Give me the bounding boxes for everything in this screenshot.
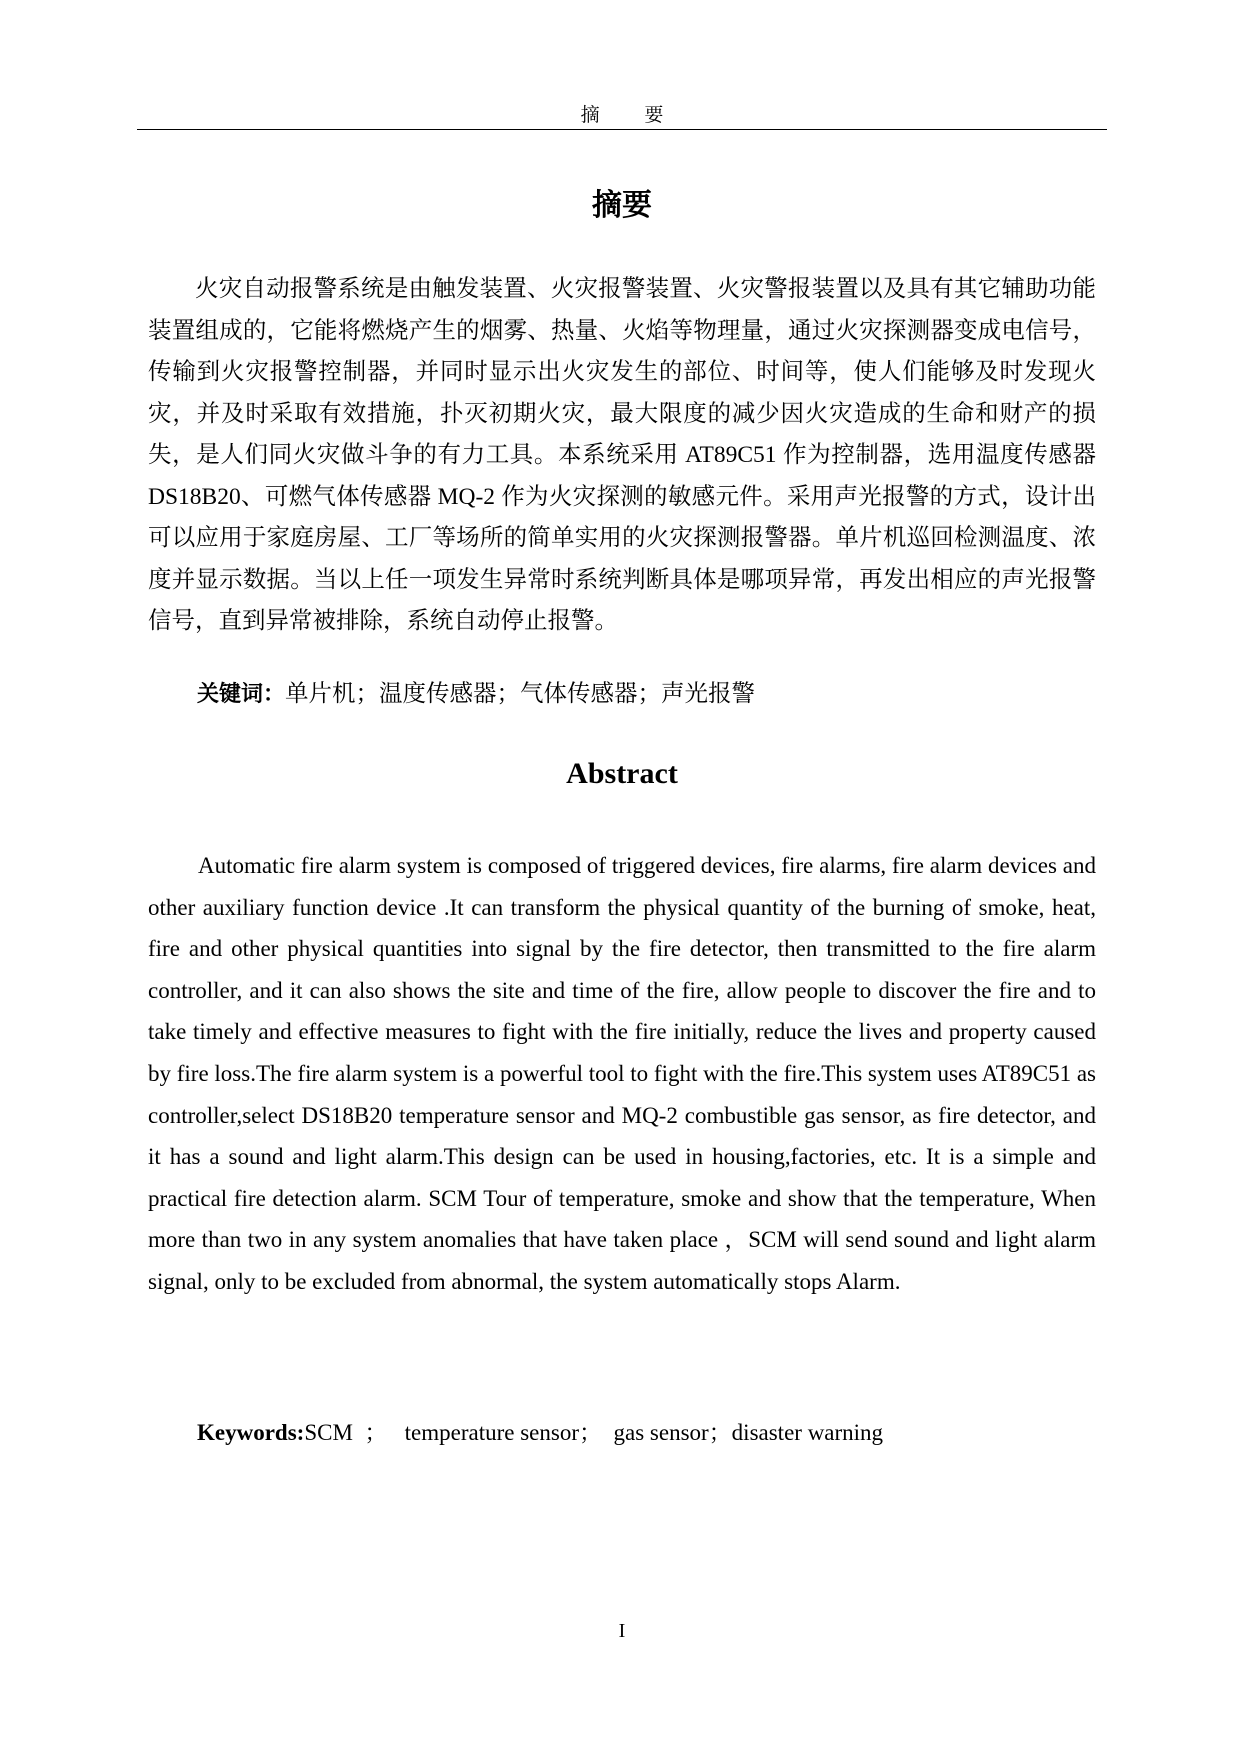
page-number: I [618, 1620, 626, 1642]
chinese-abstract-body: 火灾自动报警系统是由触发装置、火灾报警装置、火灾警报装置以及具有其它辅助功能装置组成的，它能将燃烧产生的烟雾、热量、火焰等物理量，通过火灾探测器变成电信号，传输到火灾报警控制器，并同时显示出火灾发生的部位、时间等，使人们能够及时发现火灾，并及时采取有效措施，扑灭初期火灾，最大限度的减少因火灾造成的生命和财产的损失，是人们同火灾做斗争的有力工具。本系统采用 AT89C51 作为控制器，选用温度传感器 DS18B20、可燃气体传感器 MQ-2 作为火灾探测的敏感元件。采用声光报警的方式，设计出可以应用于家庭房屋、工厂等场所的简单实用的火灾探测报警器。单片机巡回检测温度、浓度并显示数据。当以上任一项发生异常时系统判断具体是哪项异常，再发出相应的声光报警信号，直到异常被排除，系统自动停止报警。 [148, 276, 1096, 634]
chinese-abstract-title: 摘要 [592, 188, 652, 223]
english-keywords-label: Keywords: [197, 1420, 305, 1445]
chinese-keywords-label: 关键词： [197, 682, 286, 707]
running-header: 摘 要 [580, 105, 684, 126]
english-abstract-title: Abstract [566, 757, 678, 790]
chinese-keywords-text: 单片机；温度传感器；气体传感器；声光报警 [285, 681, 756, 707]
english-keywords [197, 1417, 1097, 1449]
english-abstract-body: Automatic fire alarm system is composed of triggered devices, fire alarms, fire alarm devices and other auxiliary function device .It can transform the physical quantity of the burning of smoke, heat, fire and other physical quantities into signal by the fire detector, then transmitted to the fire alarm controller, and it can also shows the site and time of the fire, allow people to discover the fire and to take timely and effective measures to fight with the fire initially, reduce the lives and property caused by fire loss.The fire alarm system is a powerful tool to fight with the fire.This system uses AT89C51 as controller,select DS18B20 temperature sensor and MQ-2 combustible gas sensor, as fire detector, and it has a sound and light alarm.This design can be used in housing,factories, etc. It is a simple and practical fire detection alarm. SCM Tour of temperature, smoke and show that the temperature, When more than two in any system anomalies that have taken place ，SCM will send sound and light alarm signal, only to be excluded from abnormal, the system automatically stops Alarm. [148, 853, 1096, 1294]
header-rule [137, 129, 1107, 130]
chinese-keywords [197, 678, 1097, 711]
english-keywords-text: SCM ； temperature sensor； gas sensor；disaster warning [304, 1420, 884, 1445]
